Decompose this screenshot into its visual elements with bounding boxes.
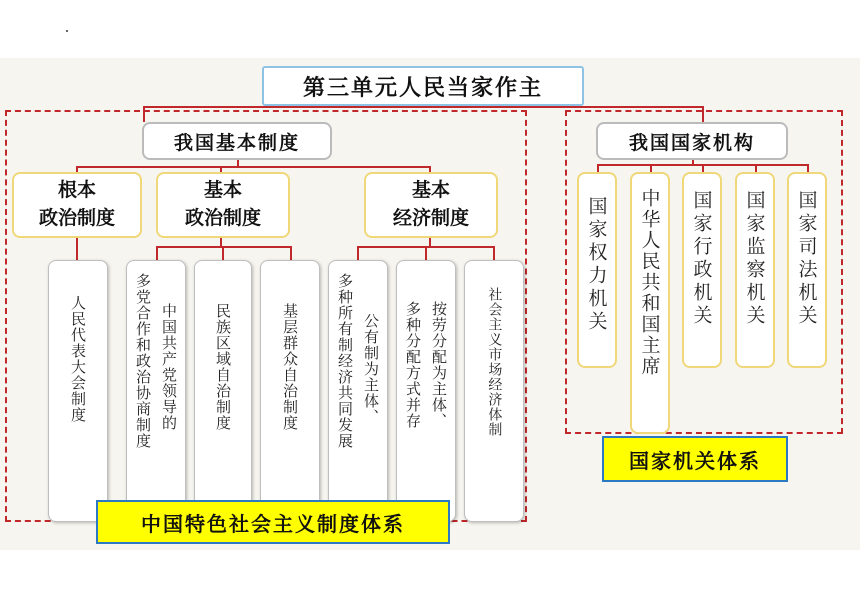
item-text: 基层群众自治制度 [281,303,299,431]
item-multiparty-cooperation [126,260,186,522]
basic-system-header: 我国基本制度 [142,122,332,160]
organ-administrative [682,172,722,368]
connector [143,106,145,122]
connector [76,166,430,168]
connector [76,236,78,260]
connector [143,106,703,108]
organ-label: 国家行政机关 [690,190,713,328]
category-line1: 基本 [203,179,242,202]
connector [597,164,599,172]
category-line2: 经济制度 [392,207,469,229]
item-text-line1: 中国共产党领导的 [160,303,178,431]
category-fundamental-political [12,172,142,238]
item-text-line2: 多种所有制经济共同发展 [336,273,354,449]
state-organs-banner: 国家机关体系 [602,436,788,482]
item-text-line1: 按劳分配为主体、 [430,301,448,429]
socialist-system-banner: 中国特色社会主义制度体系 [96,500,450,544]
item-public-ownership [328,260,388,522]
item-market-economy [464,260,524,522]
organ-supervisory [735,172,775,368]
item-distribution [396,260,456,522]
organ-label: 中华人民共和国主席 [638,188,661,377]
organ-label: 国家权力机关 [585,196,608,334]
connector [222,246,224,260]
connector [650,164,652,172]
category-line1: 根本 [57,179,96,202]
connector [702,106,704,122]
category-line1: 基本 [411,179,450,202]
item-text: 社会主义市场经济体制 [486,287,503,437]
item-grassroots-autonomy [260,260,320,522]
organ-label: 国家监察机关 [743,190,766,328]
connector [425,246,427,260]
connector [755,164,757,172]
item-ethnic-autonomy [194,260,252,522]
category-line2: 政治制度 [184,207,261,229]
item-text: 民族区域自治制度 [214,303,232,431]
connector [290,246,292,260]
state-organs-header: 我国国家机构 [596,122,788,160]
category-basic-political [156,172,290,238]
item-text-line2: 多党合作和政治协商制度 [134,273,152,449]
connector [357,246,359,260]
item-text-line1: 公有制为主体、 [362,313,380,425]
connector [807,164,809,172]
organ-judicial [787,172,827,368]
connector [702,164,704,172]
item-text-line2: 多种分配方式并存 [404,301,422,429]
organ-label: 国家司法机关 [795,190,818,328]
corner-dot [66,30,68,32]
organ-president [630,172,670,434]
organ-power [577,172,617,368]
connector [493,246,495,260]
connector [156,246,158,260]
item-peoples-congress [48,260,108,522]
connector [156,246,292,248]
category-line2: 政治制度 [38,207,115,229]
page-title: 第三单元人民当家作主 [262,66,584,106]
item-text: 人民代表大会制度 [69,295,87,423]
category-basic-economic [364,172,498,238]
